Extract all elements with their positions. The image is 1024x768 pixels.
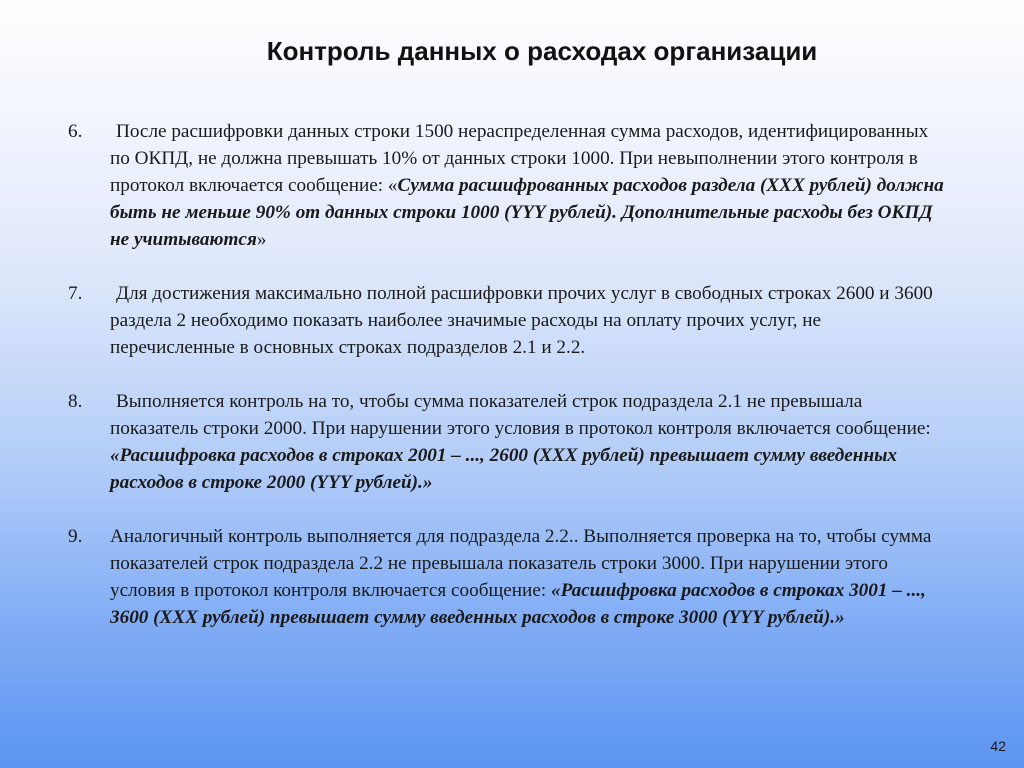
item-text <box>110 526 931 628</box>
item-emphasis: «Расшифровка расходов в строках 2001 – ..., 2600 (XXX рублей) превышает сумму введенных расходов в строке 2000 (YYY рублей).» <box>110 445 898 493</box>
item-number: 8. <box>68 391 83 412</box>
list-item <box>68 280 948 361</box>
item-text <box>110 283 933 358</box>
page-number: 42 <box>990 738 1006 754</box>
item-body: Для достижения максимально полной расшифровки прочих услуг в свободных строках 2600 и 3600 раздела 2 необходимо показать наиболее значимые расходы на оплату прочих услуг, не перечисленные в основных строках подразделов 2.1 и 2.2. <box>110 283 933 358</box>
item-text <box>110 121 944 250</box>
item-text <box>110 391 931 493</box>
item-body: После расшифровки данных строки 1500 нераспределенная сумма расходов, идентифицированных по ОКПД, не должна превышать 10% от данных строки 1000. При невыполнении этого контроля в протокол включается сообщение: « <box>110 121 929 196</box>
item-tail: » <box>256 229 267 250</box>
item-emphasis: «Расшифровка расходов в строках 3001 – ..., 3600 (XXX рублей) превышает сумму введенных расходов в строке 3000 (YYY рублей).» <box>110 580 926 628</box>
list-item <box>68 118 948 253</box>
list-item <box>68 388 948 496</box>
item-emphasis: Сумма расшифрованных расходов раздела (XXX рублей) должна быть не меньше 90% от данных строки 1000 (YYY рублей). Дополнительные расходы без ОКПД не учитываются <box>110 175 944 250</box>
item-number: 9. <box>68 526 83 547</box>
item-body: Выполняется контроль на то, чтобы сумма показателей строк подраздела 2.1 не превышала показатель строки 2000. При нарушении этого условия в протокол контроля включается сообщение: <box>110 391 931 439</box>
item-body: Аналогичный контроль выполняется для подраздела 2.2.. Выполняется проверка на то, чтобы сумма показателей строк подраздела 2.2 не превышала показатель строки 3000. При нарушении этого условия в протокол контроля включается сообщение: <box>110 526 932 601</box>
item-number: 7. <box>68 283 83 304</box>
item-number: 6. <box>68 121 83 142</box>
control-rules-list <box>68 118 948 658</box>
slide-title: Контроль данных о расходах организации <box>266 36 818 66</box>
list-item <box>68 523 948 631</box>
